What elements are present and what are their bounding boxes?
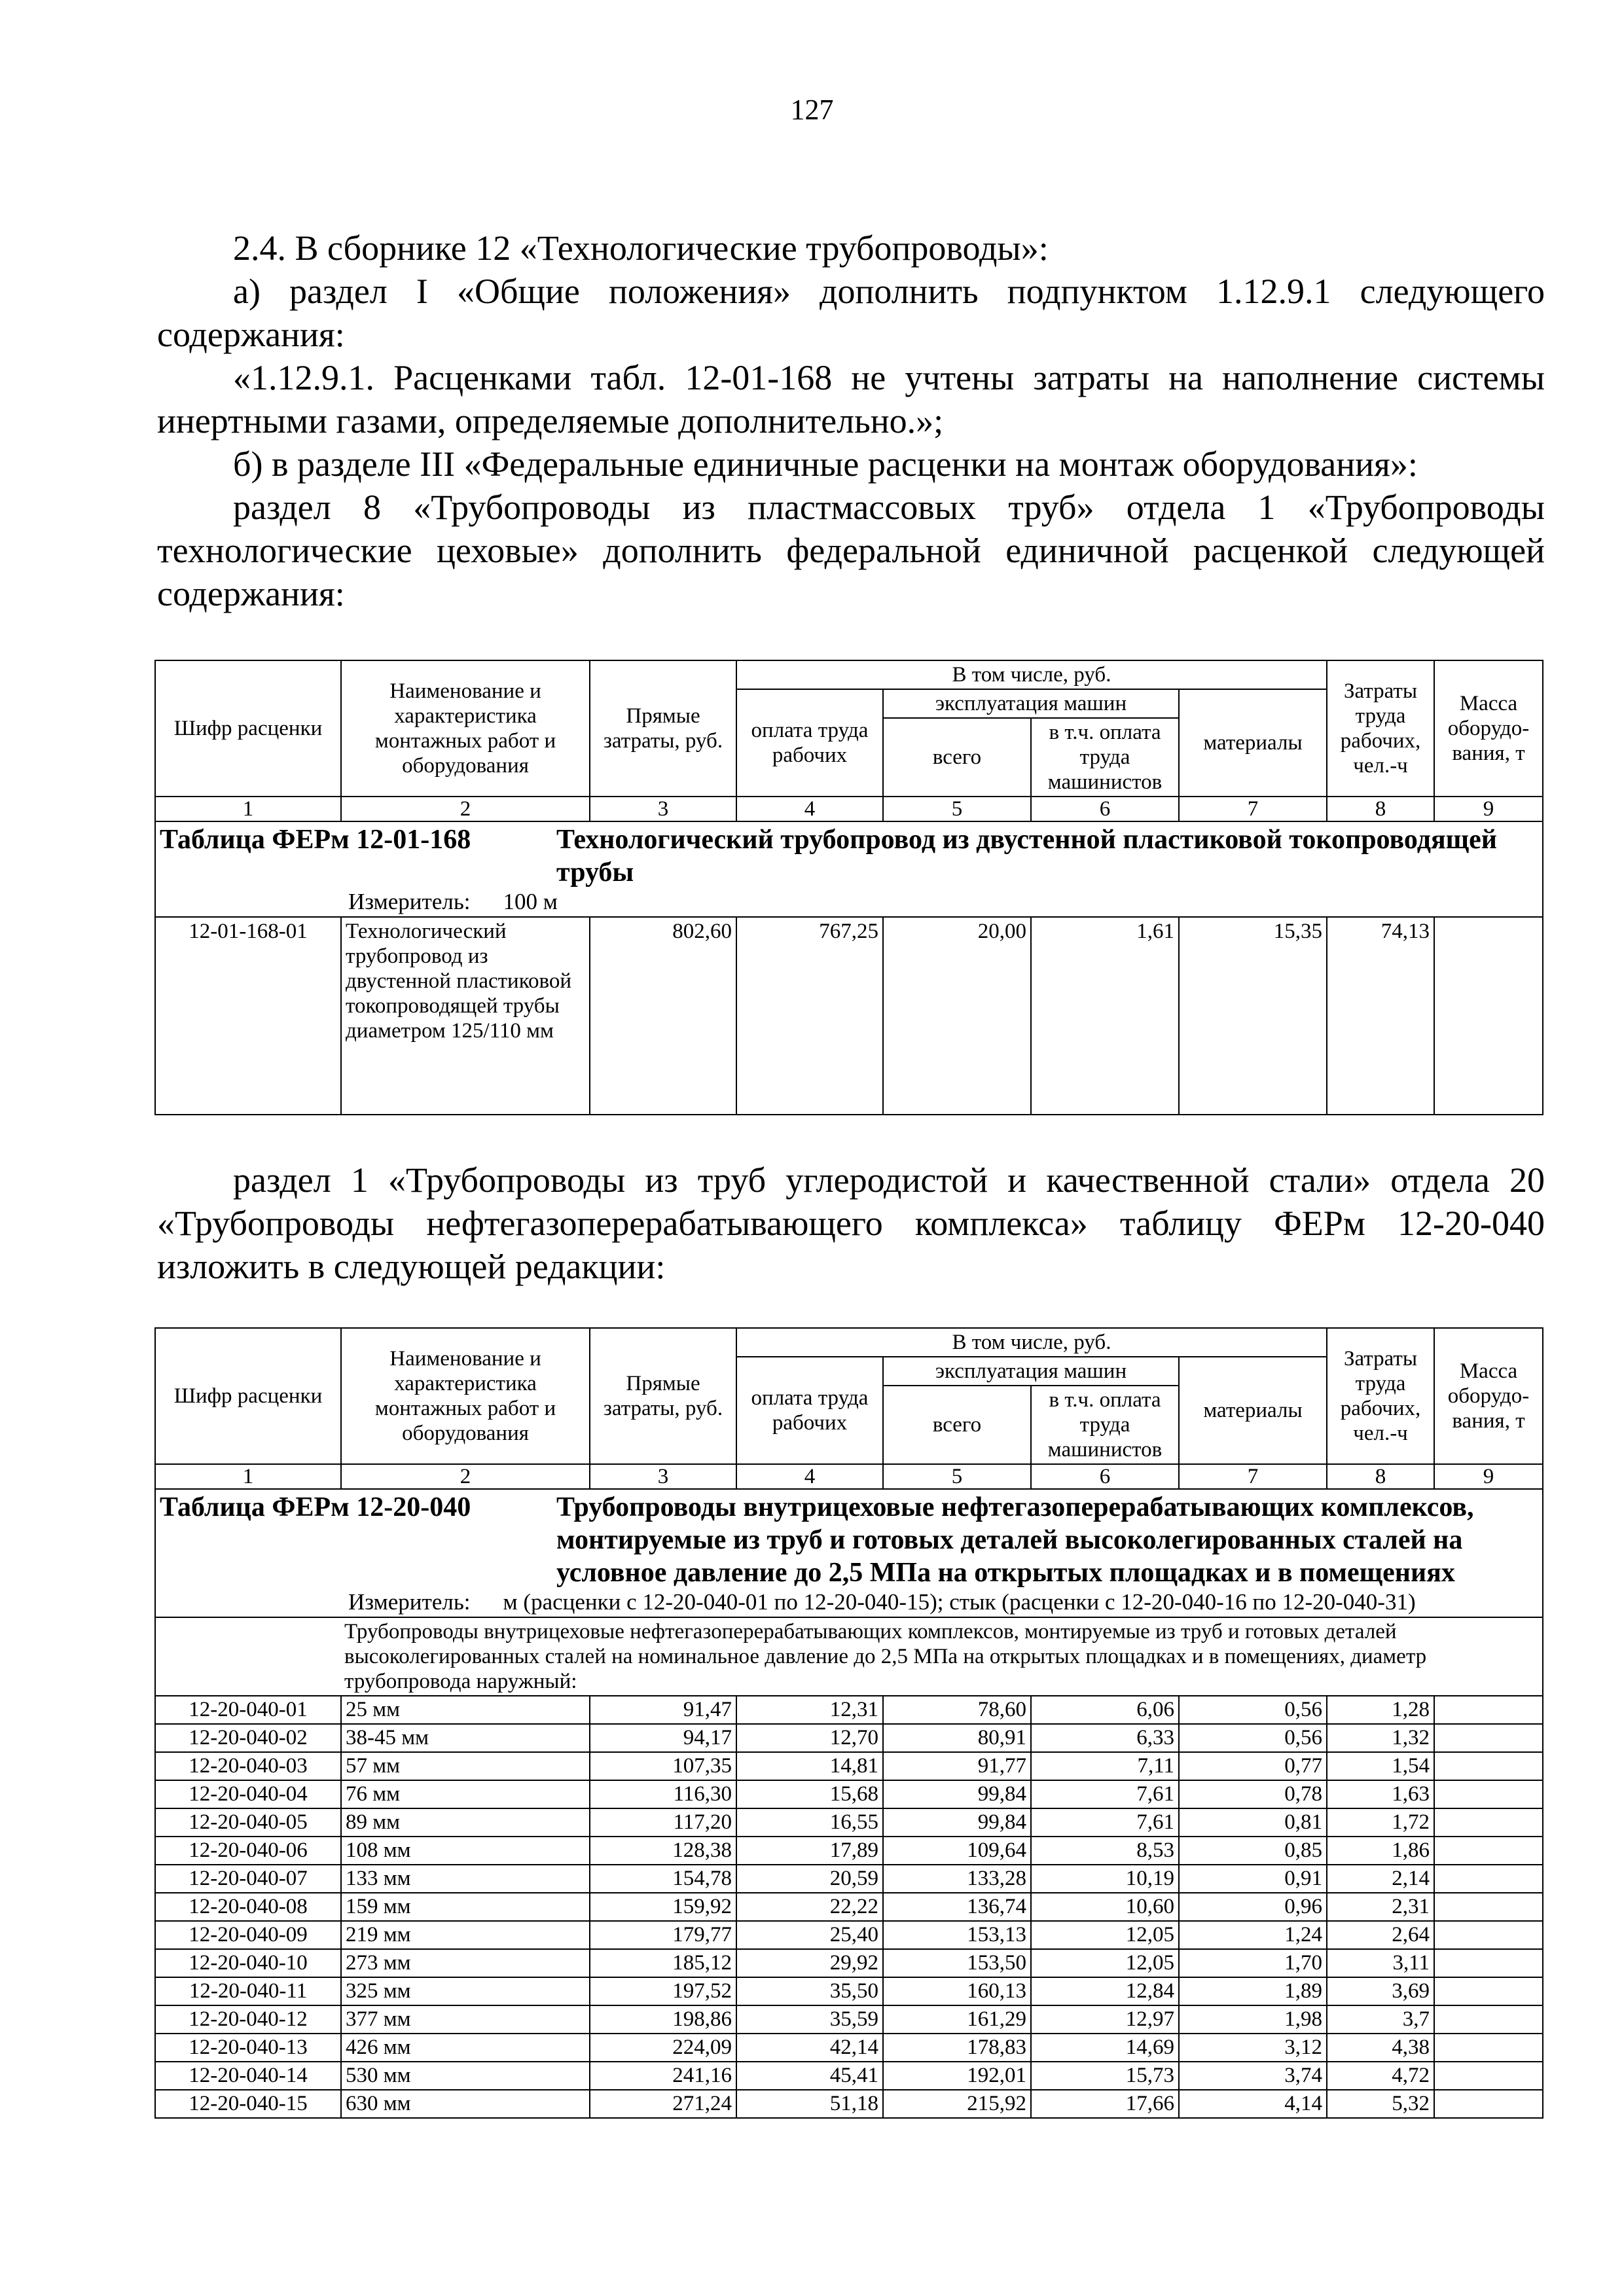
row-machines: 160,13 — [883, 1977, 1031, 2005]
meter-value: 100 м — [503, 889, 558, 914]
row-machines: 178,83 — [883, 2034, 1031, 2062]
table-row — [155, 1977, 1543, 2005]
row-labor-hours: 4,38 — [1327, 2034, 1434, 2062]
row-labor: 767,25 — [736, 917, 883, 1115]
col-number: 2 — [341, 1464, 590, 1489]
row-name: 159 мм — [341, 1893, 590, 1921]
row-machines: 215,92 — [883, 2090, 1031, 2118]
row-labor-hours: 3,69 — [1327, 1977, 1434, 2005]
header-code: Шифр расценки — [155, 660, 341, 797]
row-name: Технологический трубопровод из двустенной пластиковой токопроводящей трубы диаметром 125/110 мм — [341, 917, 590, 1115]
row-name: 426 мм — [341, 2034, 590, 2062]
row-labor: 29,92 — [736, 1949, 883, 1977]
row-machines: 99,84 — [883, 1808, 1031, 1837]
row-mass — [1434, 1893, 1543, 1921]
table-row — [155, 1893, 1543, 1921]
column-numbers-row — [155, 1464, 1543, 1489]
row-materials: 0,91 — [1179, 1865, 1327, 1893]
row-name: 133 мм — [341, 1865, 590, 1893]
header-machines: эксплуатация машин — [883, 1357, 1179, 1386]
row-direct: 116,30 — [590, 1780, 736, 1808]
row-name: 76 мм — [341, 1780, 590, 1808]
row-code: 12-20-040-08 — [155, 1893, 341, 1921]
intro-paragraph-1: 2.4. В сборнике 12 «Технологические трубопроводы»: — [233, 228, 1049, 268]
row-machines: 78,60 — [883, 1696, 1031, 1724]
row-name: 89 мм — [341, 1808, 590, 1837]
row-code: 12-20-040-12 — [155, 2005, 341, 2034]
row-code: 12-20-040-04 — [155, 1780, 341, 1808]
row-name: 377 мм — [341, 2005, 590, 2034]
row-labor-hours: 1,86 — [1327, 1837, 1434, 1865]
row-labor-hours: 3,7 — [1327, 2005, 1434, 2034]
row-mass — [1434, 1724, 1543, 1752]
row-mass — [1434, 917, 1543, 1115]
row-name: 57 мм — [341, 1752, 590, 1780]
row-code: 12-20-040-15 — [155, 2090, 341, 2118]
row-labor: 51,18 — [736, 2090, 883, 2118]
intro-paragraph-4: б) в разделе III «Федеральные единичные расценки на монтаж оборудования»: — [233, 444, 1418, 484]
intro-paragraph-2: а) раздел I «Общие положения» дополнить подпунктом 1.12.9.1 следующего содержания: — [157, 272, 1545, 354]
table-row — [155, 1921, 1543, 1949]
col-number: 2 — [341, 797, 590, 821]
col-number: 3 — [590, 797, 736, 821]
row-code: 12-20-040-05 — [155, 1808, 341, 1837]
row-machines: 153,50 — [883, 1949, 1031, 1977]
row-direct: 197,52 — [590, 1977, 736, 2005]
row-labor: 45,41 — [736, 2062, 883, 2090]
column-numbers-row — [155, 797, 1543, 821]
row-labor: 35,50 — [736, 1977, 883, 2005]
row-name: 25 мм — [341, 1696, 590, 1724]
row-materials: 1,24 — [1179, 1921, 1327, 1949]
col-number: 8 — [1327, 797, 1434, 821]
intro-section — [157, 226, 1545, 615]
header-labor-costs: Затраты труда рабочих, чел.-ч — [1327, 1328, 1434, 1464]
header-mass: Масса оборудо-вания, т — [1434, 660, 1543, 797]
meter-label: Измеритель: — [348, 889, 471, 914]
table-row — [155, 1808, 1543, 1837]
row-code: 12-20-040-09 — [155, 1921, 341, 1949]
row-direct: 117,20 — [590, 1808, 736, 1837]
row-name: 630 мм — [341, 2090, 590, 2118]
row-direct: 185,12 — [590, 1949, 736, 1977]
row-labor-hours: 1,54 — [1327, 1752, 1434, 1780]
col-number: 7 — [1179, 797, 1327, 821]
table-row — [155, 2005, 1543, 2034]
row-mass — [1434, 1808, 1543, 1837]
table-row — [155, 1752, 1543, 1780]
table-row — [155, 917, 1543, 1115]
row-operators: 7,11 — [1031, 1752, 1179, 1780]
row-direct: 91,47 — [590, 1696, 736, 1724]
table-title: Трубопроводы внутрицеховые нефтегазоперерабатывающих комплексов, монтируемые из труб и готовых деталей высоколегированных сталей на условное давление до 2,5 МПа на открытых площадках и в помещениях — [556, 1492, 1474, 1588]
row-direct: 271,24 — [590, 2090, 736, 2118]
row-operators: 6,33 — [1031, 1724, 1179, 1752]
col-number: 4 — [736, 797, 883, 821]
row-direct: 94,17 — [590, 1724, 736, 1752]
row-operators: 6,06 — [1031, 1696, 1179, 1724]
row-operators: 15,73 — [1031, 2062, 1179, 2090]
row-labor-hours: 2,64 — [1327, 1921, 1434, 1949]
header-including: В том числе, руб. — [736, 660, 1327, 689]
row-machines: 80,91 — [883, 1724, 1031, 1752]
row-code: 12-20-040-06 — [155, 1837, 341, 1865]
row-mass — [1434, 1865, 1543, 1893]
col-number: 1 — [155, 1464, 341, 1489]
row-direct: 198,86 — [590, 2005, 736, 2034]
row-code: 12-20-040-02 — [155, 1724, 341, 1752]
row-machines: 136,74 — [883, 1893, 1031, 1921]
meter-value: м (расценки с 12-20-040-01 по 12-20-040-15); стык (расценки с 12-20-040-16 по 12-20-040-31) — [503, 1589, 1416, 1615]
row-mass — [1434, 1780, 1543, 1808]
row-code: 12-20-040-07 — [155, 1865, 341, 1893]
table-title: Технологический трубопровод из двустенной пластиковой токопроводящей трубы — [556, 825, 1497, 888]
header-operators-pay: в т.ч. оплата труда машинистов — [1031, 1386, 1179, 1464]
header-materials: материалы — [1179, 1357, 1327, 1464]
row-mass — [1434, 1921, 1543, 1949]
row-direct: 159,92 — [590, 1893, 736, 1921]
header-labor-costs: Затраты труда рабочих, чел.-ч — [1327, 660, 1434, 797]
row-machines: 153,13 — [883, 1921, 1031, 1949]
table-label: Таблица ФЕРм 12-01-168 — [160, 825, 471, 855]
row-labor: 12,70 — [736, 1724, 883, 1752]
row-operators: 7,61 — [1031, 1780, 1179, 1808]
row-operators: 7,61 — [1031, 1808, 1179, 1837]
row-labor-hours: 1,72 — [1327, 1808, 1434, 1837]
row-labor-hours: 1,32 — [1327, 1724, 1434, 1752]
row-name: 325 мм — [341, 1977, 590, 2005]
table-row — [155, 2062, 1543, 2090]
row-machines: 161,29 — [883, 2005, 1031, 2034]
row-materials: 3,74 — [1179, 2062, 1327, 2090]
row-labor-hours: 5,32 — [1327, 2090, 1434, 2118]
row-materials: 0,81 — [1179, 1808, 1327, 1837]
row-operators: 10,60 — [1031, 1893, 1179, 1921]
rates-table-12-01-168 — [154, 660, 1543, 1115]
col-number: 3 — [590, 1464, 736, 1489]
table-row — [155, 2090, 1543, 2118]
row-direct: 154,78 — [590, 1865, 736, 1893]
row-labor: 14,81 — [736, 1752, 883, 1780]
row-machines: 99,84 — [883, 1780, 1031, 1808]
meter — [160, 889, 1538, 915]
row-code: 12-20-040-13 — [155, 2034, 341, 2062]
row-direct: 107,35 — [590, 1752, 736, 1780]
col-number: 8 — [1327, 1464, 1434, 1489]
row-mass — [1434, 1696, 1543, 1724]
row-direct: 128,38 — [590, 1837, 736, 1865]
row-labor: 16,55 — [736, 1808, 883, 1837]
row-operators: 12,05 — [1031, 1921, 1179, 1949]
meter — [160, 1589, 1538, 1615]
row-machines: 133,28 — [883, 1865, 1031, 1893]
header-materials: материалы — [1179, 689, 1327, 797]
row-code: 12-20-040-01 — [155, 1696, 341, 1724]
row-labor-hours: 2,31 — [1327, 1893, 1434, 1921]
row-code: 12-01-168-01 — [155, 917, 341, 1115]
table-caption — [155, 1489, 1543, 1617]
row-materials: 0,96 — [1179, 1893, 1327, 1921]
header-direct-costs: Прямые затраты, руб. — [590, 660, 736, 797]
row-operators: 17,66 — [1031, 2090, 1179, 2118]
row-operators: 14,69 — [1031, 2034, 1179, 2062]
row-materials: 4,14 — [1179, 2090, 1327, 2118]
row-direct: 802,60 — [590, 917, 736, 1115]
header-machines-total: всего — [883, 1386, 1031, 1464]
row-mass — [1434, 2062, 1543, 2090]
table-row — [155, 2034, 1543, 2062]
row-operators: 10,19 — [1031, 1865, 1179, 1893]
row-name: 219 мм — [341, 1921, 590, 1949]
header-name: Наименование и характеристика монтажных работ и оборудования — [341, 1328, 590, 1464]
table-row — [155, 1724, 1543, 1752]
header-operators-pay: в т.ч. оплата труда машинистов — [1031, 718, 1179, 797]
intro-paragraph-5: раздел 8 «Трубопроводы из пластмассовых труб» отдела 1 «Трубопроводы технологические цеховые» дополнить федеральной единичной расценкой следующей содержания: — [157, 488, 1545, 613]
meter-label: Измеритель: — [348, 1589, 471, 1615]
row-code: 12-20-040-10 — [155, 1949, 341, 1977]
row-mass — [1434, 1977, 1543, 2005]
row-machines: 192,01 — [883, 2062, 1031, 2090]
middle-paragraph: раздел 1 «Трубопроводы из труб углеродистой и качественной стали» отдела 20 «Трубопроводы нефтегазоперерабатывающего комплекса» таблицу ФЕРм 12-20-040 изложить в следующей редакции: — [157, 1160, 1545, 1286]
middle-section — [157, 1158, 1545, 1288]
col-number: 9 — [1434, 1464, 1543, 1489]
row-code: 12-20-040-11 — [155, 1977, 341, 2005]
row-mass — [1434, 2034, 1543, 2062]
row-materials: 15,35 — [1179, 917, 1327, 1115]
header-machines-total: всего — [883, 718, 1031, 797]
row-name: 273 мм — [341, 1949, 590, 1977]
row-materials: 0,56 — [1179, 1724, 1327, 1752]
col-number: 5 — [883, 797, 1031, 821]
row-name: 530 мм — [341, 2062, 590, 2090]
row-labor-hours: 74,13 — [1327, 917, 1434, 1115]
row-mass — [1434, 1837, 1543, 1865]
intro-paragraph-3: «1.12.9.1. Расценками табл. 12-01-168 не учтены затраты на наполнение системы инертными газами, определяемые дополнительно.»; — [157, 358, 1545, 440]
row-direct: 241,16 — [590, 2062, 736, 2090]
row-operators: 1,61 — [1031, 917, 1179, 1115]
row-mass — [1434, 2005, 1543, 2034]
col-number: 6 — [1031, 1464, 1179, 1489]
row-materials: 0,77 — [1179, 1752, 1327, 1780]
row-labor: 20,59 — [736, 1865, 883, 1893]
col-number: 1 — [155, 797, 341, 821]
row-labor: 22,22 — [736, 1893, 883, 1921]
row-labor: 42,14 — [736, 2034, 883, 2062]
row-mass — [1434, 1752, 1543, 1780]
row-direct: 179,77 — [590, 1921, 736, 1949]
row-code: 12-20-040-14 — [155, 2062, 341, 2090]
col-number: 5 — [883, 1464, 1031, 1489]
row-operators: 12,84 — [1031, 1977, 1179, 2005]
row-materials: 0,85 — [1179, 1837, 1327, 1865]
row-materials: 0,78 — [1179, 1780, 1327, 1808]
row-mass — [1434, 1949, 1543, 1977]
row-labor-hours: 2,14 — [1327, 1865, 1434, 1893]
header-name: Наименование и характеристика монтажных работ и оборудования — [341, 660, 590, 797]
row-labor-hours: 4,72 — [1327, 2062, 1434, 2090]
row-materials: 1,70 — [1179, 1949, 1327, 1977]
row-machines: 109,64 — [883, 1837, 1031, 1865]
table-row — [155, 1780, 1543, 1808]
row-operators: 12,97 — [1031, 2005, 1179, 2034]
row-labor-hours: 1,28 — [1327, 1696, 1434, 1724]
group-description: Трубопроводы внутрицеховые нефтегазоперерабатывающих комплексов, монтируемые из труб и готовых деталей высоколегированных сталей на номинальное давление до 2,5 МПа на открытых площадках и в помещениях, диаметр трубопровода наружный: — [155, 1617, 1543, 1696]
table-row — [155, 1865, 1543, 1893]
row-operators: 12,05 — [1031, 1949, 1179, 1977]
table-row — [155, 1949, 1543, 1977]
row-direct: 224,09 — [590, 2034, 736, 2062]
header-code: Шифр расценки — [155, 1328, 341, 1464]
table-row — [155, 1837, 1543, 1865]
rates-table-12-20-040 — [154, 1327, 1543, 2119]
header-mass: Масса оборудо-вания, т — [1434, 1328, 1543, 1464]
row-materials: 1,89 — [1179, 1977, 1327, 2005]
col-number: 4 — [736, 1464, 883, 1489]
row-machines: 91,77 — [883, 1752, 1031, 1780]
row-labor: 15,68 — [736, 1780, 883, 1808]
table-label: Таблица ФЕРм 12-20-040 — [160, 1492, 471, 1522]
row-labor: 25,40 — [736, 1921, 883, 1949]
col-number: 7 — [1179, 1464, 1327, 1489]
row-labor: 35,59 — [736, 2005, 883, 2034]
col-number: 9 — [1434, 797, 1543, 821]
row-operators: 8,53 — [1031, 1837, 1179, 1865]
row-materials: 3,12 — [1179, 2034, 1327, 2062]
col-number: 6 — [1031, 797, 1179, 821]
table-caption — [155, 821, 1543, 917]
page-number: 127 — [790, 94, 834, 126]
table-body — [155, 1696, 1543, 2118]
row-code: 12-20-040-03 — [155, 1752, 341, 1780]
header-labor-pay: оплата труда рабочих — [736, 689, 883, 797]
row-labor: 17,89 — [736, 1837, 883, 1865]
header-including: В том числе, руб. — [736, 1328, 1327, 1357]
header-machines: эксплуатация машин — [883, 689, 1179, 718]
row-machines: 20,00 — [883, 917, 1031, 1115]
row-name: 108 мм — [341, 1837, 590, 1865]
table-row — [155, 1696, 1543, 1724]
row-name: 38-45 мм — [341, 1724, 590, 1752]
row-materials: 0,56 — [1179, 1696, 1327, 1724]
row-labor-hours: 1,63 — [1327, 1780, 1434, 1808]
row-labor-hours: 3,11 — [1327, 1949, 1434, 1977]
row-mass — [1434, 2090, 1543, 2118]
header-direct-costs: Прямые затраты, руб. — [590, 1328, 736, 1464]
row-labor: 12,31 — [736, 1696, 883, 1724]
row-materials: 1,98 — [1179, 2005, 1327, 2034]
header-labor-pay: оплата труда рабочих — [736, 1357, 883, 1464]
